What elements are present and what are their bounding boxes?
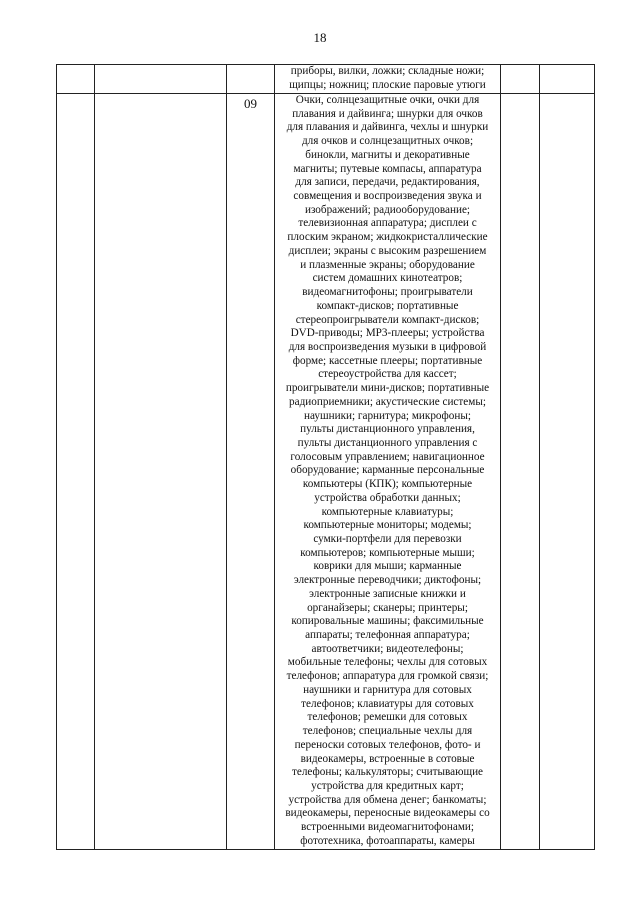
table-cell-applicant [95, 94, 227, 850]
table-row [57, 65, 595, 94]
table-row [57, 94, 595, 850]
table-cell-empty [540, 94, 595, 850]
table-cell-empty [501, 65, 540, 94]
table-cell-empty [501, 94, 540, 850]
table-cell-class [227, 65, 275, 94]
goods-list-text: приборы, вилки, ложки; складные ножи; щипцы; ножниц; плоские паровые утюги [289, 65, 486, 91]
table-cell-applicant [95, 65, 227, 94]
table-cell-goods [275, 65, 501, 94]
table-cell-number [57, 65, 95, 94]
table-cell-number [57, 94, 95, 850]
table-cell-class [227, 94, 275, 850]
table-cell-empty [540, 65, 595, 94]
table-cell-goods [275, 94, 501, 850]
goods-list-text: Очки, солнцезащитные очки, очки для плавания и дайвинга; шнурки для очков для плавания и дайвинга, чехлы и шнурки для очков и солнцезащитных очков; бинокли, магниты и декоративные магниты; путевые компасы, аппаратура для записи, передачи, редактирования, совмещения и воспроизведения звука и изображений; радиооборудование; телевизионная аппаратура; дисплеи с плоским экраном; жидкокристаллические дисплеи; экраны с высоким разрешением и плазменные экраны; оборудование систем домашних кинотеатров; видеомагнитофоны; проигрыватели компакт-дисков; портативные стереопроигрыватели компакт-дисков; DVD-приводы; MP3-плееры; устройства для воспроизведения музыки в цифровой форме; кассетные плееры; портативные стереоустройства для кассет; проигрыватели мини-дисков; портативные радиоприемники; акустические системы; наушники; гарнитура; микрофоны; пульты дистанционного управления, пульты дистанционного управления с голосовым управлением; навигационное оборудование; карманные персональные компьютеры (КПК); компьютерные устройства обработки данных; компьютерные клавиатуры; компьютерные мониторы; модемы; сумки-портфели для перевозки компьютеров; компьютерные мыши; коврики для мыши; карманные электронные переводчики; диктофоны; электронные записные книжки и органайзеры; сканеры; принтеры; копировальные машины; факсимильные аппараты; телефонная аппаратура; автоответчики; видеотелефоны; мобильные телефоны; чехлы для сотовых телефонов; аппаратура для громкой связи; наушники и гарнитура для сотовых телефонов; клавиатуры для сотовых телефонов; ремешки для сотовых телефонов; специальные чехлы для переноски сотовых телефонов, фото- и видеокамеры, встроенные в сотовые телефоны; калькуляторы; считывающие устройства для кредитных карт; устройства для обмена денег; банкоматы; видеокамеры, переносные видеокамеры со встроенными видеомагнитофонами; фототехника, фотоаппараты, камеры [285, 94, 490, 847]
goods-classification-table [56, 64, 595, 850]
class-number: 09 [244, 96, 257, 111]
page-number: 18 [313, 30, 327, 45]
